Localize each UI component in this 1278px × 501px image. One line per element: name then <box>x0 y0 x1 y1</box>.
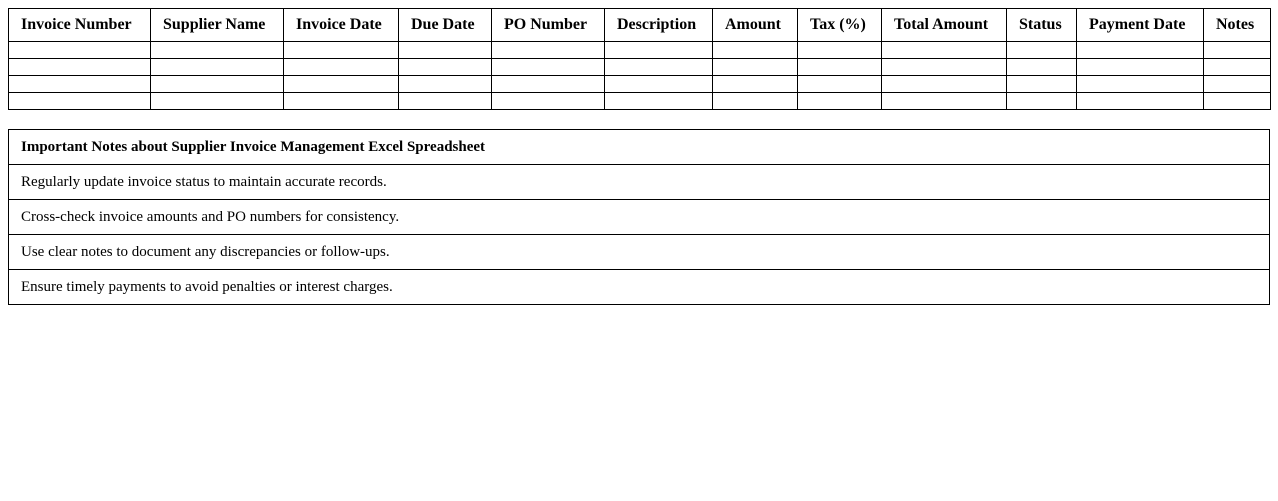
table-row <box>9 42 1271 59</box>
table-cell[interactable] <box>1007 59 1077 76</box>
table-cell[interactable] <box>9 93 151 110</box>
table-cell[interactable] <box>151 42 284 59</box>
table-cell[interactable] <box>713 76 798 93</box>
table-cell[interactable] <box>882 76 1007 93</box>
table-cell[interactable] <box>399 59 492 76</box>
column-header-tax[interactable]: Tax (%) <box>798 9 882 42</box>
table-cell[interactable] <box>492 59 605 76</box>
note-row <box>9 235 1270 270</box>
note-item: Use clear notes to document any discrepancies or follow-ups. <box>9 235 1270 270</box>
table-cell[interactable] <box>1007 93 1077 110</box>
column-header-invoice-date[interactable]: Invoice Date <box>284 9 399 42</box>
table-cell[interactable] <box>1204 93 1271 110</box>
column-header-status[interactable]: Status <box>1007 9 1077 42</box>
table-cell[interactable] <box>605 76 713 93</box>
table-cell[interactable] <box>798 93 882 110</box>
table-cell[interactable] <box>284 59 399 76</box>
table-cell[interactable] <box>492 93 605 110</box>
table-row <box>9 93 1271 110</box>
column-header-amount[interactable]: Amount <box>713 9 798 42</box>
table-cell[interactable] <box>399 93 492 110</box>
note-row <box>9 270 1270 305</box>
table-row <box>9 59 1271 76</box>
table-cell[interactable] <box>882 42 1007 59</box>
column-header-total-amount[interactable]: Total Amount <box>882 9 1007 42</box>
table-cell[interactable] <box>492 42 605 59</box>
table-cell[interactable] <box>605 42 713 59</box>
table-cell[interactable] <box>713 93 798 110</box>
invoice-table <box>8 8 1271 110</box>
invoice-table-body <box>9 42 1271 110</box>
table-cell[interactable] <box>713 42 798 59</box>
table-cell[interactable] <box>1077 76 1204 93</box>
table-cell[interactable] <box>798 76 882 93</box>
table-cell[interactable] <box>1077 59 1204 76</box>
table-cell[interactable] <box>284 42 399 59</box>
note-row <box>9 165 1270 200</box>
table-cell[interactable] <box>1204 76 1271 93</box>
table-cell[interactable] <box>151 59 284 76</box>
notes-heading-row <box>9 130 1270 165</box>
table-cell[interactable] <box>492 76 605 93</box>
table-cell[interactable] <box>284 76 399 93</box>
note-row <box>9 200 1270 235</box>
table-cell[interactable] <box>1007 42 1077 59</box>
table-cell[interactable] <box>284 93 399 110</box>
table-cell[interactable] <box>9 59 151 76</box>
note-item: Cross-check invoice amounts and PO numbers for consistency. <box>9 200 1270 235</box>
table-cell[interactable] <box>1077 93 1204 110</box>
column-header-supplier-name[interactable]: Supplier Name <box>151 9 284 42</box>
table-row <box>9 76 1271 93</box>
table-cell[interactable] <box>9 42 151 59</box>
notes-title: Important Notes about Supplier Invoice Management Excel Spreadsheet <box>9 130 1270 165</box>
column-header-description[interactable]: Description <box>605 9 713 42</box>
column-header-payment-date[interactable]: Payment Date <box>1077 9 1204 42</box>
table-cell[interactable] <box>399 42 492 59</box>
column-header-due-date[interactable]: Due Date <box>399 9 492 42</box>
notes-section <box>8 129 1270 305</box>
table-cell[interactable] <box>151 76 284 93</box>
table-cell[interactable] <box>9 76 151 93</box>
note-item: Ensure timely payments to avoid penalties or interest charges. <box>9 270 1270 305</box>
table-cell[interactable] <box>1077 42 1204 59</box>
table-cell[interactable] <box>1204 59 1271 76</box>
invoice-table-header-row <box>9 9 1271 42</box>
table-cell[interactable] <box>605 93 713 110</box>
table-cell[interactable] <box>882 93 1007 110</box>
table-cell[interactable] <box>798 42 882 59</box>
table-cell[interactable] <box>713 59 798 76</box>
table-cell[interactable] <box>882 59 1007 76</box>
table-cell[interactable] <box>1007 76 1077 93</box>
table-cell[interactable] <box>605 59 713 76</box>
column-header-po-number[interactable]: PO Number <box>492 9 605 42</box>
column-header-notes[interactable]: Notes <box>1204 9 1271 42</box>
table-cell[interactable] <box>151 93 284 110</box>
table-cell[interactable] <box>399 76 492 93</box>
column-header-invoice-number[interactable]: Invoice Number <box>9 9 151 42</box>
table-cell[interactable] <box>798 59 882 76</box>
note-item: Regularly update invoice status to maintain accurate records. <box>9 165 1270 200</box>
table-cell[interactable] <box>1204 42 1271 59</box>
